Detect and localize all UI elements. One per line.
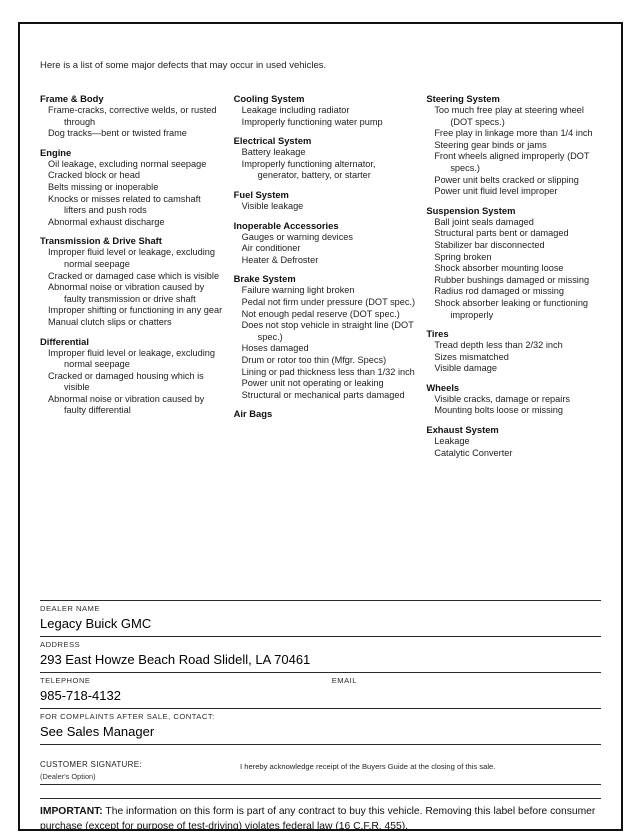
defects-list — [40, 93, 603, 466]
defect-section — [40, 93, 224, 140]
defect-item: Visible damage — [434, 363, 497, 374]
defect-item: Structural or mechanical parts damaged — [241, 389, 405, 400]
defect-item: Belts missing or inoperable — [48, 181, 159, 192]
defect-item: Shock absorber mounting loose — [434, 263, 564, 274]
defect-item: Cracked block or head — [48, 170, 140, 181]
defect-section-title: Steering System — [426, 93, 500, 104]
defect-section — [234, 189, 417, 213]
defect-item: Tread depth less than 2/32 inch — [434, 340, 563, 351]
defect-section-title: Wheels — [426, 381, 460, 393]
important-label: IMPORTANT: — [40, 806, 103, 817]
defect-item: Pedal not firm under pressure (DOT spec.) — [241, 296, 416, 307]
complaints-row — [40, 708, 601, 744]
defect-section — [426, 424, 603, 459]
defect-section — [426, 93, 603, 198]
defect-item: Cracked or damaged housing which is visible — [48, 370, 204, 393]
defect-item: Shock absorber leaking or functioning improperly — [434, 297, 589, 320]
defect-column — [40, 93, 234, 466]
defect-item: Improper fluid level or leakage, excluding normal seepage — [48, 247, 215, 269]
defect-item: Hoses damaged — [241, 343, 309, 354]
defect-section-title: Electrical System — [233, 135, 312, 147]
defect-item: Radius rod damaged or missing — [434, 286, 565, 297]
defect-item: Ball joint seals damaged — [434, 216, 534, 227]
telephone-email-row — [40, 672, 601, 708]
defect-item: Stabilizer bar disconnected — [434, 239, 545, 250]
address-value: 293 East Howze Beach Road Slidell, LA 70461 — [40, 652, 311, 667]
defect-section — [234, 408, 417, 419]
defect-section-title: Frame & Body — [40, 93, 104, 104]
defect-column — [234, 93, 427, 466]
defect-item: Air conditioner — [241, 243, 301, 254]
defect-item: Free play in linkage more than 1/4 inch — [434, 128, 593, 139]
defect-item: Structural parts bent or damaged — [434, 228, 569, 239]
complaints-label: FOR COMPLAINTS AFTER SALE, CONTACT: — [40, 712, 215, 721]
address-label: ADDRESS — [40, 640, 81, 649]
defect-section-title: Air Bags — [233, 408, 273, 420]
defect-section-title: Fuel System — [233, 188, 289, 200]
defect-item: Gauges or warning devices — [241, 231, 353, 242]
defect-item: Oil leakage, excluding normal seepage — [48, 158, 207, 169]
defect-item: Knocks or misses related to camshaft lifters and push rods — [48, 193, 201, 216]
defect-section — [40, 147, 224, 229]
defect-section — [234, 135, 417, 182]
defect-section-title: Cooling System — [233, 93, 305, 104]
dealers-option-label: (Dealer's Option) — [40, 772, 96, 781]
defect-section-title: Brake System — [233, 273, 296, 285]
defect-item: Power unit fluid level improper — [434, 186, 558, 197]
complaints-value: See Sales Manager — [40, 724, 155, 739]
dealer-name-label: DEALER NAME — [40, 604, 100, 613]
defect-item: Abnormal noise or vibration caused by faulty transmission or drive shaft — [48, 282, 205, 304]
important-text: The information on this form is part of any contract to buy this vehicle. Removing this label before consumer purchase (except for purpose of test-driving) violates federal law (16 C.F.R. 455). — [40, 806, 596, 832]
defect-item: Improperly functioning alternator, generator, battery, or starter — [241, 158, 376, 181]
telephone-label: TELEPHONE — [40, 676, 91, 685]
signature-acknowledgement-note: I hereby acknowledge receipt of the Buyers Guide at the closing of this sale. — [240, 762, 496, 771]
defect-item: Power unit belts cracked or slipping — [434, 174, 579, 185]
defect-item: Dog tracks—bent or twisted frame — [48, 128, 187, 139]
defect-item: Mounting bolts loose or missing — [434, 405, 564, 416]
defect-item: Drum or rotor too thin (Mfgr. Specs) — [241, 354, 387, 365]
defect-item: Improper fluid level or leakage, excluding normal seepage — [48, 347, 215, 370]
defect-column — [426, 93, 603, 466]
defect-item: Lining or pad thickness less than 1/32 inch — [241, 366, 415, 377]
defect-section — [40, 235, 224, 328]
defect-section-title: Transmission & Drive Shaft — [40, 235, 162, 247]
defect-item: Frame-cracks, corrective welds, or rusted through — [48, 105, 217, 127]
defect-item: Abnormal exhaust discharge — [48, 216, 165, 227]
customer-signature-block — [40, 760, 240, 781]
defect-section — [426, 205, 603, 321]
defect-item: Does not stop vehicle in straight line (DOT spec.) — [241, 320, 414, 342]
defect-item: Sizes mismatched — [434, 351, 509, 362]
customer-signature-label: CUSTOMER SIGNATURE: — [40, 760, 142, 769]
defect-item: Catalytic Converter — [434, 447, 513, 458]
defect-item: Rubber bushings damaged or missing — [434, 274, 590, 285]
defect-section — [426, 328, 603, 375]
defect-section-title: Exhaust System — [426, 424, 499, 436]
defect-item: Failure warning light broken — [241, 285, 355, 296]
telephone-value: 985-718-4132 — [40, 688, 121, 703]
defect-item: Manual clutch slips or chatters — [48, 316, 172, 327]
defect-section-title: Suspension System — [426, 204, 516, 216]
important-notice — [40, 798, 601, 832]
address-row — [40, 636, 601, 672]
page-border — [18, 22, 623, 831]
defect-section — [234, 220, 417, 267]
defect-section-title: Engine — [40, 146, 72, 158]
customer-signature-row — [40, 744, 601, 785]
dealer-name-value: Legacy Buick GMC — [40, 616, 152, 631]
defect-section — [426, 382, 603, 417]
intro-text: Here is a list of some major defects that may occur in used vehicles. — [40, 60, 327, 71]
defect-item: Improper shifting or functioning in any gear — [48, 305, 223, 316]
dealer-name-row — [40, 600, 601, 636]
defect-item: Too much free play at steering wheel (DOT specs.) — [434, 105, 584, 127]
defect-section-title: Tires — [426, 328, 449, 340]
defect-item: Heater & Defroster — [241, 254, 319, 265]
defect-item: Leakage including radiator — [241, 105, 350, 115]
defect-section — [234, 273, 417, 401]
defect-item: Battery leakage — [241, 147, 306, 158]
defect-section-title: Inoperable Accessories — [233, 219, 339, 231]
telephone-email-labels — [40, 676, 601, 685]
defect-section-title: Differential — [40, 335, 89, 347]
defect-section — [40, 336, 224, 418]
defect-item: Abnormal noise or vibration caused by faulty differential — [48, 393, 205, 416]
defect-item: Not enough pedal reserve (DOT spec.) — [241, 308, 400, 319]
email-label: EMAIL — [331, 676, 358, 685]
defect-item: Steering gear binds or jams — [434, 139, 547, 150]
defect-item: Improperly functioning water pump — [241, 116, 383, 127]
defect-item: Power unit not operating or leaking — [241, 378, 384, 389]
defect-item: Cracked or damaged case which is visible — [48, 270, 220, 281]
defect-item: Visible leakage — [241, 200, 304, 211]
dealer-form — [40, 600, 601, 832]
defect-item: Front wheels aligned improperly (DOT specs.) — [434, 151, 590, 173]
defect-section — [234, 93, 417, 128]
defect-item: Spring broken — [434, 251, 492, 262]
defect-item: Leakage — [434, 436, 470, 447]
defect-item: Visible cracks, damage or repairs — [434, 393, 570, 404]
